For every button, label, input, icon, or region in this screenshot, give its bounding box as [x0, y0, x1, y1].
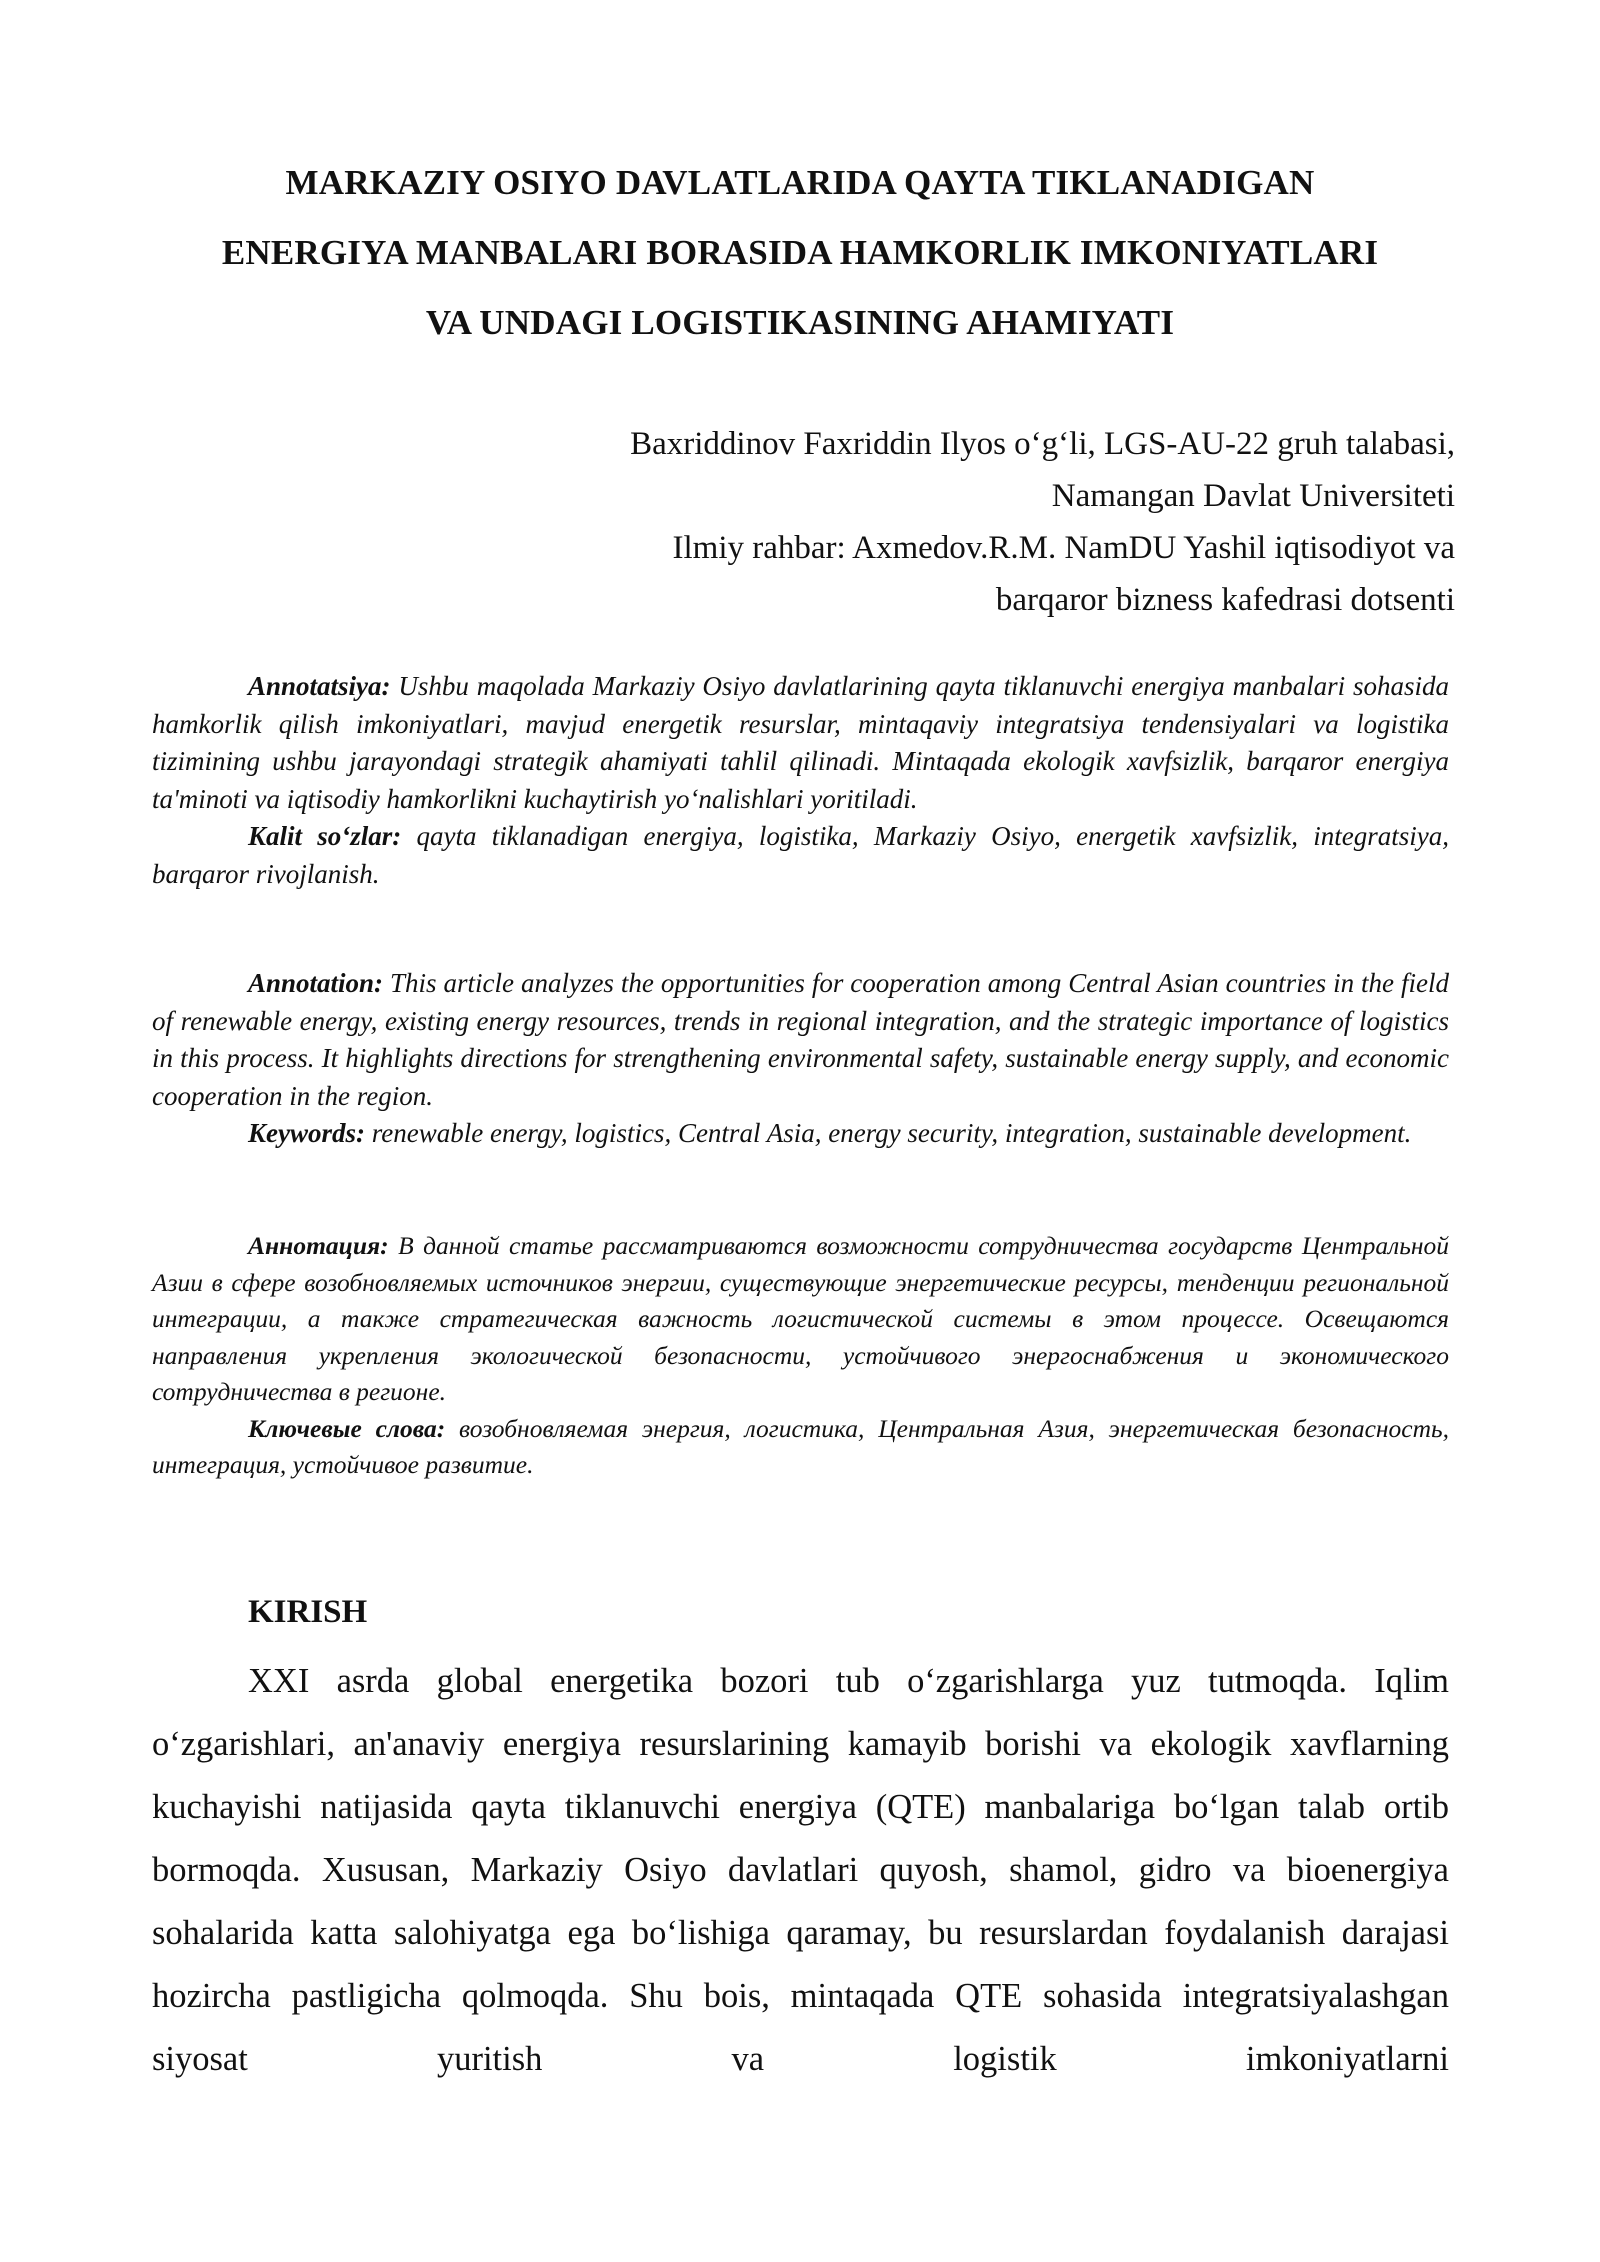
- keywords-text: qayta tiklanadigan energiya, logistika, Markaziy Osiyo, energetik xavfsizlik, integratsiya, barqaror rivojlanish.: [152, 821, 1449, 889]
- abstract-label: Аннотация:: [248, 1231, 389, 1260]
- author-line: Baxriddinov Faxriddin Ilyos o‘g‘li, LGS-AU-22 gruh talabasi,: [630, 426, 1455, 462]
- keywords-paragraph: [152, 1115, 1449, 1153]
- keywords-text: возобновляемая энергия, логистика, Центральная Азия, энергетическая безопасность, интеграция, устойчивое развитие.: [152, 1413, 1449, 1479]
- advisor-line: Ilmiy rahbar: Axmedov.R.M. NamDU Yashil iqtisodiyot va: [672, 530, 1455, 566]
- abstract-label: Annotation:: [248, 968, 384, 998]
- abstract-uzbek: [152, 668, 1449, 893]
- abstract-paragraph: [152, 1228, 1449, 1411]
- abstract-text: В данной статье рассматриваются возможности сотрудничества государств Центральной Азии в сфере возобновляемых источников энергии, существующие энергетические ресурсы, тенденции региональной интеграции, а также стратегическая важность логистической системы в этом процессе. Освещаются направления укрепления экологической безопасности, устойчивого энергоснабжения и экономического сотрудничества в регионе.: [152, 1231, 1449, 1406]
- abstract-label: Annotatsiya:: [248, 671, 391, 701]
- title-line: ENERGIYA MANBALARI BORASIDA HAMKORLIK IMKONIYATLARI: [221, 233, 1379, 272]
- author-block: [455, 418, 1455, 626]
- section-heading: KIRISH: [248, 1594, 368, 1630]
- body-paragraph: XXI asrda global energetika bozori tub o‘zgarishlarga yuz tutmoqda. Iqlim o‘zgarishlari, an'anaviy energiya resurslarining kamayib borishi va ekologik xavflarning kuchayishi natijasida qayta tiklanuvchi energiya (QTE) manbalariga bo‘lgan talab ortib bormoqda. Xususan, Markaziy Osiyo davlatlari quyosh, shamol, gidro va bioenergiya sohalarida katta salohiyatga ega bo‘lishiga qaramay, bu resurslardan foydalanish darajasi hozircha pastligicha qolmoqda. Shu bois, mintaqada QTE sohasida integratsiyalashgan siyosat yuritish va logistik imkoniyatlarni: [152, 1662, 1449, 2078]
- abstract-russian: [152, 1228, 1449, 1484]
- body-text: [152, 1650, 1449, 2091]
- abstract-paragraph: [152, 668, 1449, 818]
- advisor-line: barqaror bizness kafedrasi dotsenti: [995, 582, 1455, 618]
- abstract-text: This article analyzes the opportunities for cooperation among Central Asian countries in the field of renewable energy, existing energy resources, trends in regional integration, and the strategic importance of logistics in this process. It highlights directions for strengthening environmental safety, sustainable energy supply, and economic cooperation in the region.: [152, 968, 1449, 1111]
- abstract-english: [152, 965, 1449, 1153]
- keywords-label: Ключевые слова:: [248, 1413, 446, 1443]
- paper-title: [120, 148, 1480, 358]
- keywords-paragraph: [152, 818, 1449, 893]
- author-line: Namangan Davlat Universiteti: [1051, 478, 1455, 514]
- keywords-label: Keywords:: [248, 1118, 365, 1148]
- keywords-paragraph: [152, 1411, 1449, 1484]
- title-line: MARKAZIY OSIYO DAVLATLARIDA QAYTA TIKLANADIGAN: [285, 163, 1315, 202]
- title-line: VA UNDAGI LOGISTIKASINING AHAMIYATI: [425, 303, 1175, 342]
- keywords-label: Kalit so‘zlar:: [248, 821, 402, 851]
- keywords-text: renewable energy, logistics, Central Asia, energy security, integration, sustainable development.: [365, 1118, 1412, 1148]
- abstract-paragraph: [152, 965, 1449, 1115]
- abstract-text: Ushbu maqolada Markaziy Osiyo davlatlarining qayta tiklanuvchi energiya manbalari sohasida hamkorlik qilish imkoniyatlari, mavjud energetik resurslar, mintaqaviy integratsiya tendensiyalari va logistika tizimining ushbu jarayondagi strategik ahamiyati tahlil qilinadi. Mintaqada ekologik xavfsizlik, barqaror energiya ta'minoti va iqtisodiy hamkorlikni kuchaytirish yo‘nalishlari yoritiladi.: [152, 671, 1449, 814]
